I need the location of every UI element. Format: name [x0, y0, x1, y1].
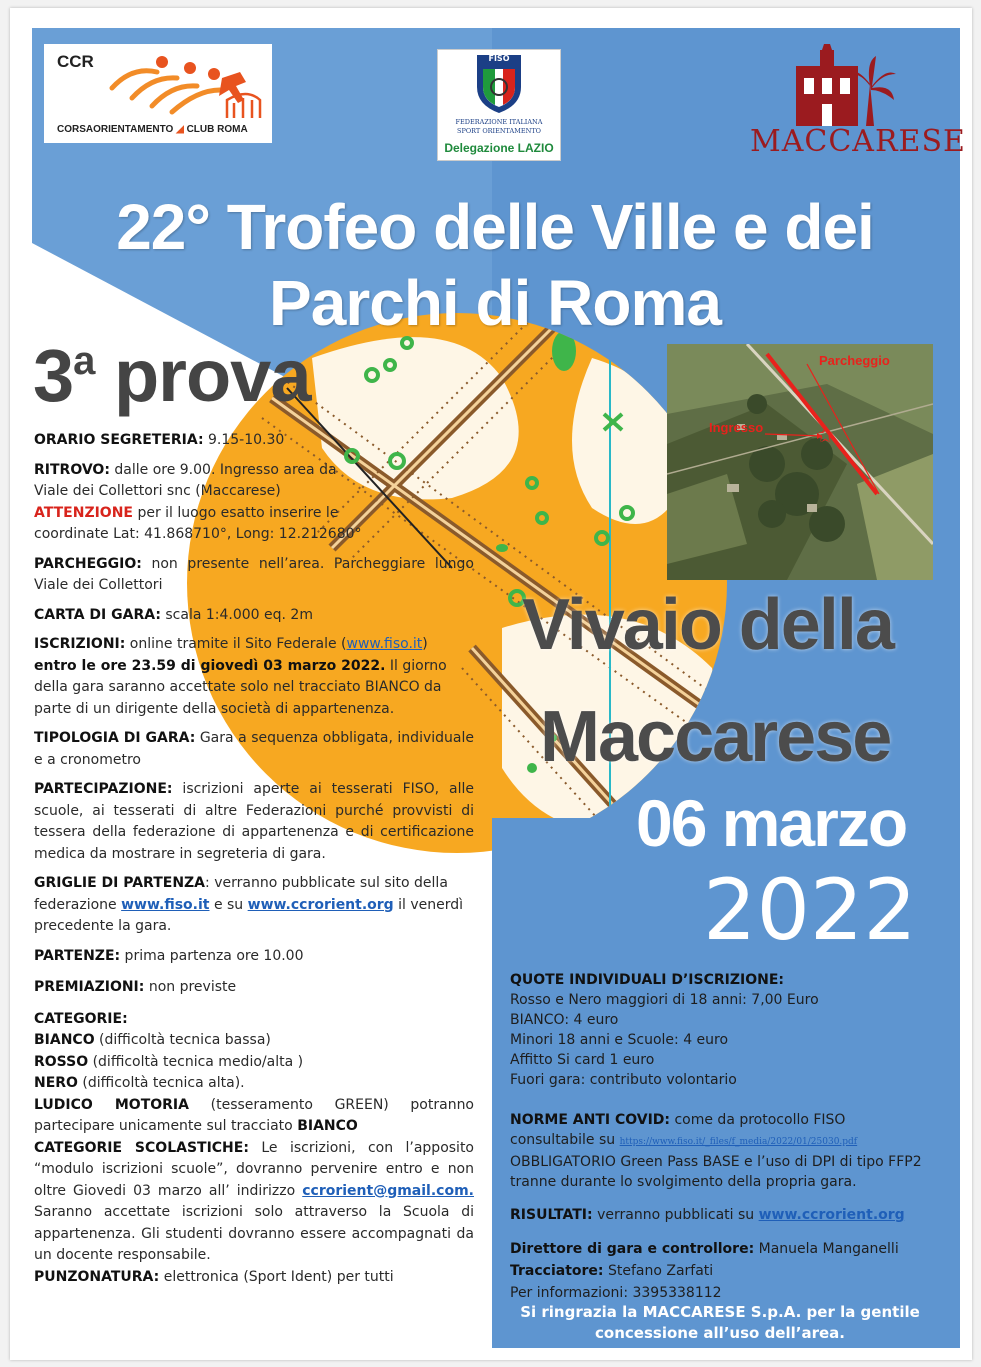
- fiso-logo: [437, 49, 561, 161]
- quote-heading: QUOTE INDIVIDUALI D’ISCRIZIONE:: [510, 972, 784, 988]
- entrance-star-icon: ✩: [817, 423, 834, 447]
- title-line2: Parchi di Roma: [269, 267, 721, 339]
- satellite-parking-label: Parcheggio: [819, 353, 890, 368]
- staff-section: [510, 1238, 950, 1304]
- cat-bianco: BIANCO (difficoltà tecnica bassa): [34, 1032, 271, 1048]
- info-partenze: PARTENZE: prima partenza ore 10.00: [34, 947, 304, 964]
- quote-item: Minori 18 anni e Scuole: 4 euro: [510, 1032, 729, 1048]
- ccr-name-line: [57, 124, 248, 135]
- cat-scolastiche: CATEGORIE SCOLASTICHE: Le iscrizioni, con l’apposito “modulo iscrizioni scuole”, dovranno pervenire entro e non oltre Giovedi 03 marzo all’ indirizzo ccrorient@gmail.com. Saranno accettate iscrizioni solo attraverso la Scuola di appartenenza. Gli studenti dovranno essere accompagnati da un docente responsabile.: [34, 1139, 474, 1263]
- fiso-delegation: Delegazione LAZIO: [444, 141, 554, 155]
- cat-rosso: ROSSO (difficoltà tecnica medio/alta ): [34, 1053, 304, 1070]
- left-info-column: [34, 430, 474, 1288]
- event-year: 2022: [703, 861, 917, 959]
- prova-number: 3: [33, 334, 74, 417]
- thanks-note: [500, 1302, 940, 1344]
- event-date: 06 marzo: [636, 786, 907, 860]
- direttore-line: Direttore di gara e controllore: Manuela Manganelli: [510, 1241, 899, 1257]
- info-categorie: CATEGORIE:: [34, 1010, 128, 1027]
- title-line1: 22° Trofeo delle Ville e dei: [116, 191, 874, 263]
- ccr-name: CORSAORIENTAMENTO: [57, 124, 174, 135]
- info-carta: CARTA DI GARA: scala 1:4.000 eq. 2m: [34, 606, 313, 623]
- prova-word: prova: [113, 334, 311, 417]
- prova-suffix: a: [73, 339, 95, 383]
- ccr-club: CLUB ROMA: [186, 124, 248, 135]
- covid-protocol-link[interactable]: https://www.fiso.it/_files/f_media/2022/01/25030.pdf: [619, 1137, 858, 1147]
- cat-nero: NERO (difficoltà tecnica alta).: [34, 1075, 245, 1091]
- maccarese-logo: [750, 44, 966, 159]
- satellite-map: [667, 344, 933, 580]
- prova-heading: [33, 333, 310, 418]
- fiso-abbr: FISO: [488, 54, 510, 63]
- fiso-link[interactable]: www.fiso.it: [346, 636, 423, 652]
- ccr-abbr: CCR: [57, 52, 94, 71]
- venue-line2: Maccarese: [540, 697, 891, 777]
- email-link[interactable]: ccrorient@gmail.com.: [302, 1182, 474, 1199]
- tracciatore-line: Tracciatore: Stefano Zarfati: [510, 1263, 714, 1279]
- quote-item: BIANCO: 4 euro: [510, 1012, 619, 1028]
- thanks-line2: concessione all’uso dell’area.: [595, 1324, 845, 1342]
- info-iscrizioni: ISCRIZIONI: online tramite il Sito Federale (www.fiso.it) entro le ore 23.59 di giovedì 03 marzo 2022. Il giorno della gara saranno accettate solo nel tracciato BIANCO da parte di un dirigente della società di appartenenza.: [34, 636, 447, 717]
- info-phone-line: Per informazioni: 3395338112: [510, 1285, 722, 1301]
- ccrorient-link[interactable]: www.ccrorient.org: [247, 896, 394, 913]
- maccarese-name: MACCARESE: [750, 124, 966, 159]
- quote-item: Rosso e Nero maggiori di 18 anni: 7,00 Euro: [510, 992, 819, 1008]
- fiso-fed-line1: FEDERAZIONE ITALIANA: [455, 118, 543, 126]
- info-partecipazione: PARTECIPAZIONE: iscrizioni aperte ai tesserati FISO, alle scuole, ai tesserati di altre Federazioni purché provvisti di tessera della federazione di appartenenza e di certificazione medica da mostrare in segreteria di gara.: [34, 781, 474, 862]
- info-orario: ORARIO SEGRETERIA: 9.15-10.30: [34, 432, 285, 448]
- fiso-link-2[interactable]: www.fiso.it: [121, 896, 210, 913]
- info-parcheggio: PARCHEGGIO: non presente nell’area. Parcheggiare lungo Viale dei Collettori: [34, 555, 474, 593]
- fiso-fed-line2: SPORT ORIENTAMENTO: [457, 127, 541, 135]
- cat-ludico: LUDICO MOTORIA (tesseramento GREEN) potranno partecipare unicamente sul tracciato BIANCO: [34, 1096, 475, 1134]
- ccrorient-results-link[interactable]: www.ccrorient.org: [758, 1207, 905, 1223]
- ccr-logo: [44, 44, 272, 143]
- risultati-section: [510, 1205, 950, 1225]
- info-tipologia: TIPOLOGIA DI GARA: Gara a sequenza obbligata, individuale e a cronometro: [34, 730, 474, 768]
- maccarese-building-icon: [796, 44, 896, 126]
- risultati-text: RISULTATI: verranno pubblicati su www.ccrorient.org: [510, 1207, 905, 1223]
- info-ritrovo: RITROVO: dalle ore 9.00. Ingresso area da Viale dei Collettori snc (Maccarese) ATTENZIONE per il luogo esatto inserire le coordinate Lat: 41.868710°, Long: 12.212680°: [34, 461, 362, 542]
- venue-line1: Vivaio della: [522, 585, 893, 665]
- quote-item: Affitto Si card 1 euro: [510, 1052, 655, 1068]
- info-punzonatura: PUNZONATURA: elettronica (Sport Ident) per tutti: [34, 1268, 394, 1285]
- info-premiazioni: PREMIAZIONI: non previste: [34, 979, 237, 995]
- ccr-triangle-icon: ◢: [176, 124, 184, 135]
- covid-text: NORME ANTI COVID: come da protocollo FISO consultabile su https://www.fiso.it/_files/f_media/2022/01/25030.pdf OBBLIGATORIO Green Pass BASE e l’uso di DPI di tipo FFP2 tranne durante lo svolgimento della propria gara.: [510, 1112, 922, 1190]
- thanks-line1: Si ringrazia la MACCARESE S.p.A. per la gentile: [520, 1303, 920, 1321]
- covid-section: [510, 1110, 930, 1192]
- quote-item: Fuori gara: contributo volontario: [510, 1072, 737, 1088]
- info-griglie: GRIGLIE DI PARTENZA: verranno pubblicate sul sito della federazione www.fiso.it e su www.ccrorient.org il venerdì precedente la gara.: [34, 875, 464, 934]
- runners-icon: [102, 48, 262, 120]
- quote-section: [510, 970, 950, 1090]
- satellite-entrance-label: Ingresso: [709, 420, 764, 435]
